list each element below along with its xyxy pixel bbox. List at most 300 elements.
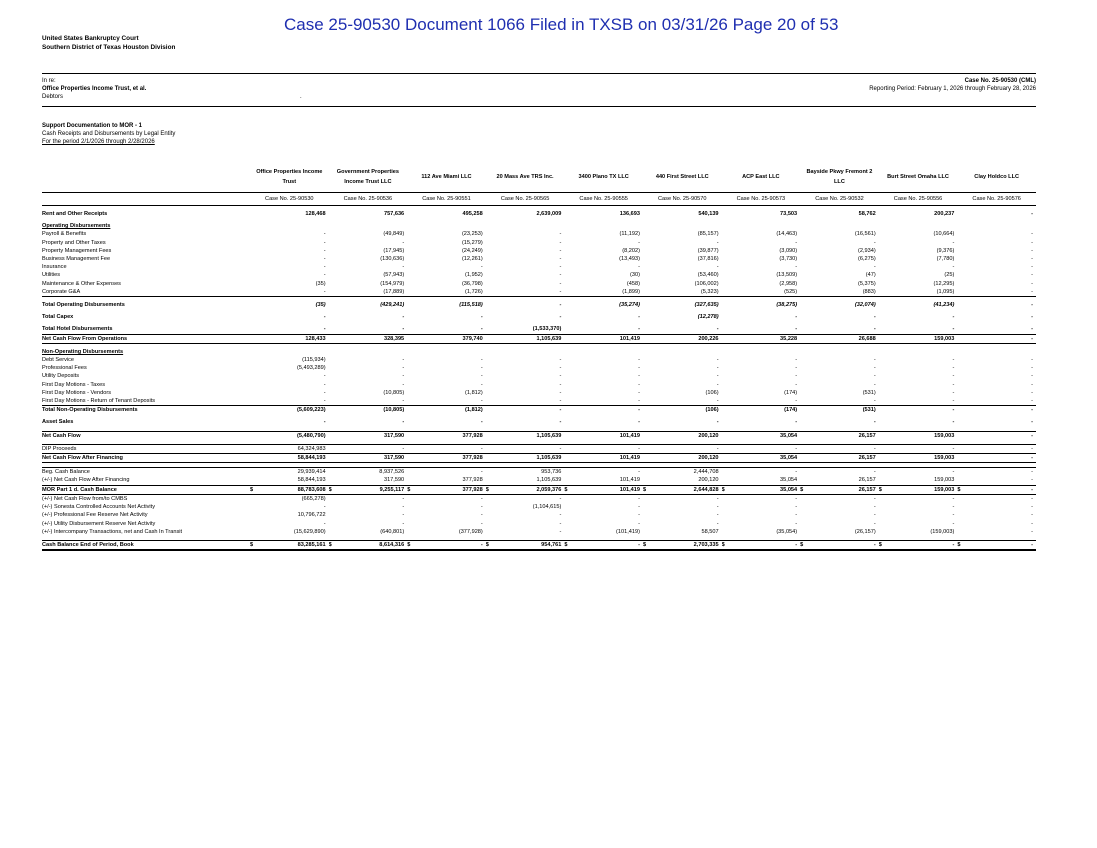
value-cell [878,540,961,550]
value-cell: - [638,373,640,380]
amount: 377,928 [462,486,483,493]
value-cell: - [873,357,876,364]
value-cell: (57,943) [383,272,405,279]
value-cell: - [480,357,483,364]
table-row [42,301,1036,309]
value-cell: - [323,314,326,321]
money-cell [879,541,955,549]
case-info [869,77,1036,93]
value-cell [957,540,1036,550]
value-cell: 35,228 [722,334,801,343]
value-cell [800,540,879,550]
support-subtitle: Cash Receipts and Disbursements by Legal Entity [42,131,176,138]
value-cell: (115,518) [459,302,483,309]
value-cell: - [559,247,562,254]
value-cell: - [1031,357,1033,364]
table-row [42,389,1036,397]
value-cell: 317,590 [329,454,408,463]
value-cell: - [952,504,955,511]
value-cell: 159,003 [879,454,958,463]
value-cell: - [323,272,326,279]
value-cell: (1,095) [879,288,958,297]
value-cell: - [638,264,640,271]
row-label: MOR Part 1 d. Cash Balance [42,485,250,494]
row-label: (+/-) Net Cash Flow from/to CMBS [42,495,128,502]
value-cell: (17,889) [329,288,408,297]
value-cell: - [795,264,798,271]
table-row [42,210,1036,218]
table-row [42,271,1036,279]
table-row [42,280,1036,288]
currency-symbol: $ [957,541,961,548]
value-cell: (531) [862,407,876,414]
amount: 8,614,316 [379,541,405,548]
value-cell: (159,003) [930,528,955,535]
value-cell: - [873,326,876,333]
value-cell: (13,509) [776,272,798,279]
amount: 159,003 [934,486,955,493]
value-cell [564,485,643,494]
table-row [42,444,1036,453]
currency-symbol: $ [328,486,332,493]
currency-symbol: $ [407,486,411,493]
case-spacer [42,193,250,206]
table-row [42,503,1036,511]
value-cell: - [1031,272,1033,279]
value-cell: (1,726) [407,288,486,297]
table-row [42,364,1036,372]
value-cell: (13,493) [619,256,640,263]
value-cell: - [402,520,405,527]
value-cell: - [480,381,483,388]
value-cell: - [564,397,643,406]
value-cell: - [323,256,326,263]
value-cell: 58,507 [701,528,719,535]
table-row [42,230,1036,238]
row-label: Total Hotel Disbursements [42,326,113,333]
value-cell: - [323,326,326,333]
table-row [42,239,1036,247]
column-header: 440 First Street LLC [655,174,709,180]
value-cell: (11,192) [619,231,640,238]
row-label: Debt Service [42,357,75,364]
value-cell: - [638,407,640,414]
money-cell [407,541,483,549]
value-cell: - [722,444,801,453]
value-cell: - [795,357,798,364]
value-cell: - [1031,314,1033,321]
money-cell [486,541,562,549]
table-row [42,372,1036,380]
value-cell: - [716,520,719,527]
column-case-number: Case No. 25-90573 [722,193,801,206]
value-cell: - [559,381,562,388]
support-period: For the period 2/1/2026 through 2/28/2026 [42,139,155,146]
row-label: Business Management Fee [42,256,111,263]
value-cell: (8,202) [622,247,640,254]
column-header: Burt Street Omaha LLC [887,174,949,180]
value-cell: - [250,397,329,406]
value-cell [250,540,329,550]
value-cell: - [1031,302,1033,309]
row-label: Utility Deposits [42,373,79,380]
value-cell [721,485,804,494]
value-cell: - [716,365,719,372]
value-cell: (47) [865,272,876,279]
currency-symbol: $ [564,486,568,493]
amount: 9,255,117 [379,486,405,493]
value-cell: - [873,495,876,502]
money-cell [879,486,955,494]
value-cell: - [329,444,408,453]
value-cell: 1,105,639 [486,454,565,463]
value-cell: - [957,444,1036,453]
currency-symbol: $ [878,486,882,493]
value-cell: - [716,373,719,380]
debtors-label: Debtors [42,94,64,100]
row-label: Payroll & Benefits [42,231,87,238]
value-cell: 136,693 [619,211,640,217]
value-cell: - [952,365,955,372]
currency-symbol: $ [564,541,568,548]
table-row [42,247,1036,255]
value-cell: 317,590 [383,477,405,484]
case-number-row [42,193,1036,206]
value-cell: - [795,520,798,527]
table-row [42,494,1036,503]
support-title: Support Documentation to MOR - 1 [42,123,142,129]
value-cell: - [643,444,722,453]
value-cell: - [402,504,405,511]
value-cell: - [1031,389,1033,396]
value-cell: - [323,231,326,238]
row-label: (+/-) Sonesta Controlled Accounts Net Activity [42,504,156,511]
value-cell: 35,054 [722,431,801,440]
column-header: Clay Holdco LLC [974,174,1020,180]
row-label: First Day Motions - Taxes [42,381,105,388]
value-cell: - [638,520,640,527]
value-cell: 101,419 [619,477,640,484]
value-cell: - [1031,373,1033,380]
value-cell: - [800,444,879,453]
currency-symbol: $ [328,541,332,548]
value-cell: - [323,389,326,396]
currency-symbol: $ [485,486,489,493]
value-cell: - [402,381,405,388]
value-cell: - [638,504,640,511]
table-row [42,334,1036,343]
value-cell: 35,054 [722,454,801,463]
value-cell: (1,812) [465,407,483,414]
table-row [42,418,1036,426]
value-cell: - [1031,495,1033,502]
value-cell: (12,295) [933,280,955,287]
row-label: (+/-) Intercompany Transactions, net and Cash In Transit [42,528,183,535]
table-row [42,468,1036,477]
value-cell: - [559,264,562,271]
value-cell: - [795,381,798,388]
value-cell: - [716,512,719,519]
value-cell: - [1031,211,1033,217]
column-case-number: Case No. 25-90536 [329,193,408,206]
column-case-number: Case No. 25-90576 [957,193,1036,206]
value-cell: - [638,365,640,372]
value-cell: (7,780) [936,256,955,263]
value-cell: (26,157) [854,528,876,535]
value-cell: - [559,302,562,309]
value-cell [643,540,722,550]
value-cell: (883) [800,288,879,297]
value-cell: - [795,419,798,426]
value-cell: - [402,373,405,380]
money-cell [643,541,719,549]
value-cell: - [795,239,798,246]
value-cell: - [407,468,486,477]
column-header: Government Properties Income Trust LLC [336,169,399,185]
value-cell: - [407,444,486,453]
value-cell: - [873,381,876,388]
row-label: Maintenance & Other Expenses [42,280,121,287]
value-cell: - [952,381,955,388]
value-cell: - [480,326,483,333]
value-cell: - [323,419,326,426]
value-cell: - [716,357,719,364]
column-header: 3400 Plano TX LLC [578,174,629,180]
value-cell: 377,928 [407,431,486,440]
value-cell: (1,533,370) [532,326,562,333]
value-cell: - [873,512,876,519]
currency-symbol: $ [800,541,804,548]
top-rule [42,73,1036,74]
value-cell: (41,234) [933,302,955,309]
money-cell [329,486,405,494]
value-cell: - [638,512,640,519]
value-cell: 26,157 [800,454,879,463]
value-cell: 35,054 [780,477,798,484]
row-label: Property and Other Taxes [42,239,106,246]
value-cell: - [873,365,876,372]
value-cell: (9,376) [936,247,955,254]
value-cell: - [957,288,1036,297]
value-cell: (49,849) [383,231,405,238]
value-cell: 2,444,708 [643,468,722,477]
row-label: Net Cash Flow From Operations [42,334,250,343]
value-cell: (1,812) [465,389,483,396]
value-cell: - [480,504,483,511]
value-cell: - [638,381,640,388]
value-cell: 1,105,639 [486,431,565,440]
support-title-block [42,122,175,147]
amount: 2,703,335 [693,541,719,548]
value-cell: - [559,231,562,238]
value-cell: - [323,520,326,527]
value-cell: (2,958) [779,280,798,287]
value-cell: - [716,264,719,271]
value-cell: (106,002) [694,280,719,287]
value-cell: (39,877) [697,247,719,254]
table-row [42,313,1036,321]
value-cell: (24,249) [461,247,483,254]
value-cell: (35,054) [776,528,798,535]
value-cell: (15,629,890) [293,528,326,535]
value-cell: (1,899) [564,288,643,297]
value-cell: (16,561) [854,231,876,238]
value-cell: (30) [630,272,640,279]
value-cell: - [559,365,562,372]
value-cell: 8,937,526 [329,468,408,477]
value-cell: - [795,365,798,372]
value-cell: - [480,373,483,380]
value-cell: - [1031,528,1033,535]
value-cell: - [1031,264,1033,271]
value-cell: - [957,454,1036,463]
column-case-number: Case No. 25-90565 [486,193,565,206]
value-cell: 953,736 [486,468,565,477]
value-cell: - [952,239,955,246]
value-cell: (17,945) [383,247,405,254]
value-cell: 200,120 [643,431,722,440]
currency-symbol: $ [957,486,961,493]
value-cell: - [1031,504,1033,511]
value-cell: - [800,468,879,477]
currency-symbol: $ [485,541,489,548]
money-cell [957,541,1033,549]
money-cell [250,541,326,549]
money-cell [957,486,1033,494]
header-bottom-rule [42,106,1036,107]
value-cell: - [1031,520,1033,527]
value-cell: 200,237 [934,211,955,217]
value-cell [485,540,568,550]
value-cell: - [952,326,955,333]
column-case-number: Case No. 25-90555 [564,193,643,206]
value-cell: - [952,389,955,396]
value-cell: - [402,239,405,246]
amount: - [638,541,640,548]
value-cell: - [323,239,326,246]
amount: - [795,541,798,548]
empty-cell [250,222,1036,230]
value-cell [957,485,1036,494]
value-cell: - [1031,512,1033,519]
value-cell: (525) [722,288,801,297]
value-cell: (5,609,223) [296,407,326,414]
money-cell [564,541,640,549]
value-cell: - [323,381,326,388]
row-label: Operating Disbursements [42,223,111,230]
value-cell: - [564,468,643,477]
value-cell: (53,460) [697,272,719,279]
value-cell: - [559,357,562,364]
value-cell: (106) [705,389,719,396]
value-cell: - [716,419,719,426]
value-cell: - [873,314,876,321]
value-cell: - [795,495,798,502]
row-label: Non-Operating Disbursements [42,348,124,355]
value-cell: - [952,495,955,502]
row-label: Rent and Other Receipts [42,211,108,217]
row-label: Total Capex [42,314,74,321]
amount: 83,285,161 [297,541,326,548]
money-cell [800,486,876,494]
value-cell: - [559,256,562,263]
value-cell: - [329,397,408,406]
value-cell: 29,939,414 [250,468,329,477]
table-row [42,288,1036,297]
currency-symbol: $ [250,486,254,493]
row-label: Professional Fees [42,365,87,372]
value-cell: (35) [315,302,326,309]
value-cell: - [873,239,876,246]
value-cell: - [1031,477,1033,484]
currency-symbol: $ [642,486,647,493]
value-cell: - [559,389,562,396]
filing-banner: Case 25-90530 Document 1066 Filed in TXSB on 03/31/26 Page 20 of 53 [284,15,839,34]
amount: - [1031,541,1033,548]
value-cell: - [486,397,565,406]
money-cell [486,486,562,494]
value-cell: - [559,512,562,519]
value-cell: 200,120 [698,477,719,484]
value-cell: (327,635) [694,302,719,309]
value-cell: 159,003 [879,431,958,440]
value-cell: (101,419) [616,528,640,535]
value-cell [564,540,643,550]
value-cell: (429,241) [380,302,405,309]
value-cell: - [952,512,955,519]
value-cell: - [480,264,483,271]
value-cell: 58,762 [858,211,876,217]
value-cell: - [873,373,876,380]
column-case-number: Case No. 25-90570 [643,193,722,206]
value-cell: 2,639,009 [536,211,562,217]
value-cell: - [957,334,1036,343]
value-cell: (5,480,790) [250,431,329,440]
header-spacer [42,162,250,193]
debtor-name: Office Properties Income Trust, et al. [42,86,147,92]
row-label: Property Management Fees [42,247,112,254]
value-cell: (174) [784,407,798,414]
value-cell: - [716,239,719,246]
value-cell: - [407,397,486,406]
value-cell: - [480,495,483,502]
value-cell: - [1031,239,1033,246]
value-cell: - [1031,407,1033,414]
amount: 35,054 [780,486,798,493]
value-cell: - [402,264,405,271]
currency-symbol: $ [721,486,725,493]
value-cell: 58,844,193 [250,454,329,463]
value-cell: (6,275) [858,256,876,263]
value-cell: 495,258 [462,211,483,217]
value-cell: - [795,326,798,333]
value-cell: 128,468 [305,211,326,217]
value-cell: - [402,495,405,502]
value-cell: - [480,419,483,426]
row-label: Corporate G&A [42,288,250,297]
value-cell: (25) [944,272,955,279]
value-cell: - [402,419,405,426]
value-cell: - [402,357,405,364]
row-label: Insurance [42,264,67,271]
row-label: DIP Proceeds [42,444,250,453]
table-row [42,356,1036,364]
value-cell: (23,253) [461,231,483,238]
value-cell: - [643,397,722,406]
row-label: Total Operating Disbursements [42,302,125,309]
value-cell: - [559,239,562,246]
value-cell: 1,105,639 [536,477,562,484]
